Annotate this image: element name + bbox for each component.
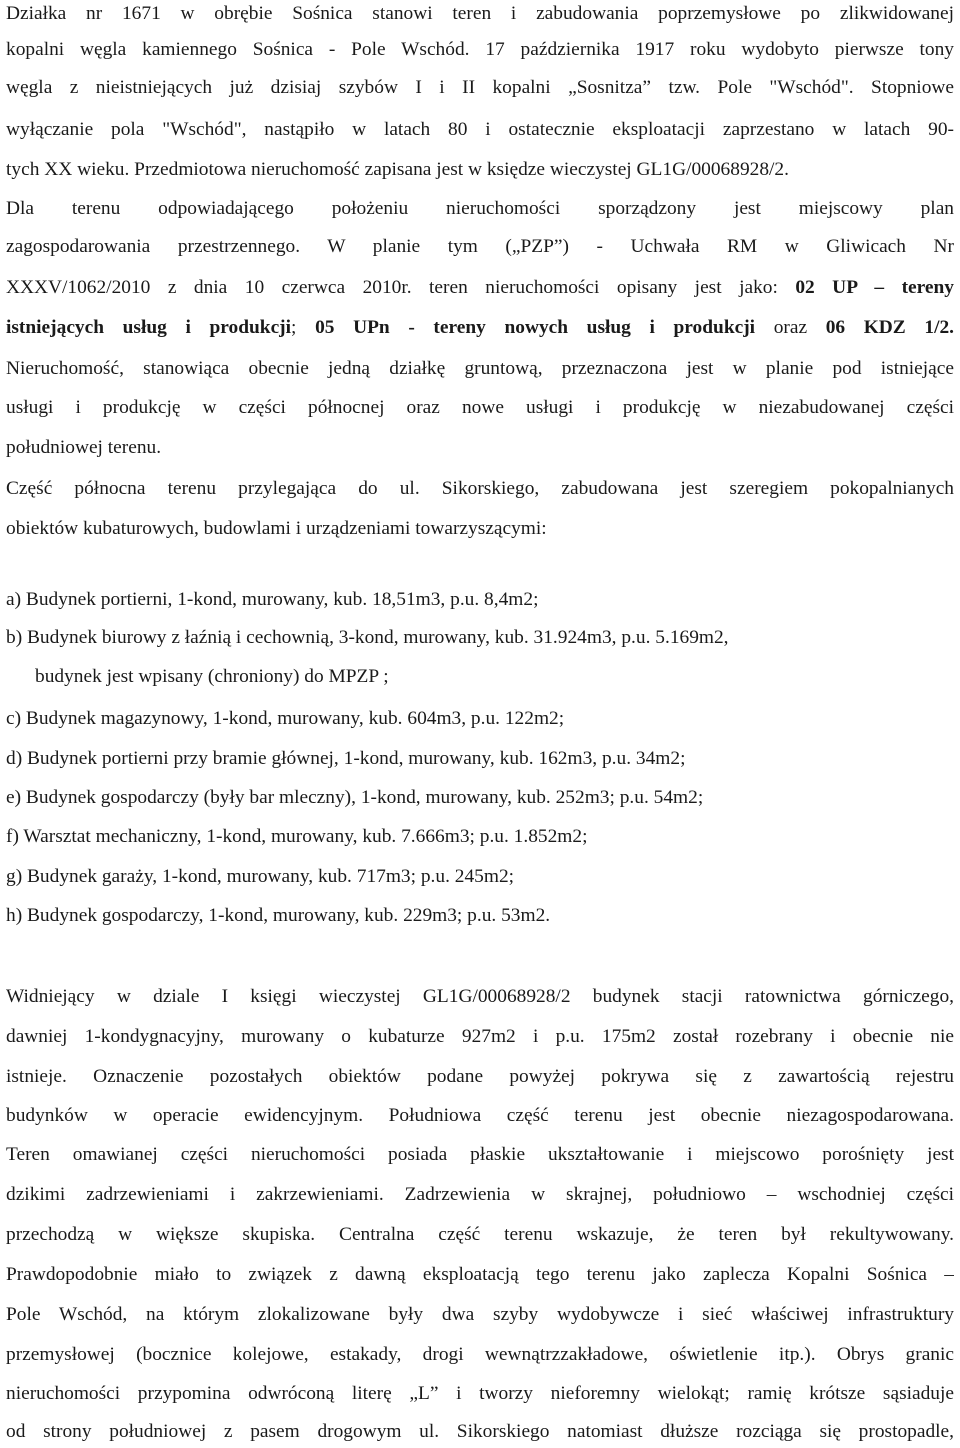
paragraph-line: istnieje. Oznaczenie pozostałych obiektów podane powyżej pokrywa się z zawartością rejestru [6, 1066, 954, 1087]
paragraph-line: zagospodarowania przestrzennego. W planie tym („PZP”) - Uchwała RM w Gliwicach Nr [6, 236, 954, 257]
paragraph-line: przechodzą w większe skupiska. Centralna część terenu wskazuje, że teren był rekultywowany. [6, 1224, 954, 1245]
paragraph-line: Działka nr 1671 w obrębie Sośnica stanowi teren i zabudowania poprzemysłowe po zlikwidowanej [6, 3, 954, 24]
list-item: g) Budynek garaży, 1-kond, murowany, kub. 717m3; p.u. 245m2; [6, 866, 515, 887]
separator-text: ; [291, 317, 316, 338]
zoning-code-bold: 06 KDZ 1/2. [825, 317, 954, 338]
list-item-continuation: budynek jest wpisany (chroniony) do MPZP ; [35, 666, 389, 687]
paragraph-line: południowej terenu. [6, 437, 162, 458]
zoning-code-bold: 05 UPn - tereny nowych usług i produkcji [315, 317, 756, 338]
paragraph-line: węgla z nieistniejących już dzisiaj szybów I i II kopalni „Sosnitza” tzw. Pole "Wschód". Stopniowe [6, 77, 954, 98]
paragraph-line: Widniejący w dziale I księgi wieczystej GL1G/00068928/2 budynek stacji ratownictwa górniczego, [6, 986, 954, 1007]
list-item: f) Warsztat mechaniczny, 1-kond, murowany, kub. 7.666m3; p.u. 1.852m2; [6, 826, 588, 847]
paragraph-line: Pole Wschód, na którym zlokalizowane były dwa szyby wydobywcze i sieć właściwej infrastruktury [6, 1304, 954, 1325]
paragraph-line: wyłączanie pola "Wschód", nastąpiło w latach 80 i ostatecznie eksploatacji zaprzestano w latach 90- [6, 119, 954, 140]
paragraph-line: budynków w operacie ewidencyjnym. Południowa część terenu jest obecnie niezagospodarowana. [6, 1105, 954, 1126]
paragraph-line: Część północna terenu przylegająca do ul. Sikorskiego, zabudowana jest szeregiem pokopalnianych [6, 478, 954, 499]
paragraph-line: kopalni węgla kamiennego Sośnica - Pole Wschód. 17 października 1917 roku wydobyto pierwsze tony [6, 39, 954, 60]
paragraph-line: nieruchomości przypomina odwróconą literę „L” i tworzy nieforemny wielokąt; ramię krótsze sąsiaduje [6, 1383, 954, 1404]
list-item: h) Budynek gospodarczy, 1-kond, murowany, kub. 229m3; p.u. 53m2. [6, 905, 551, 926]
paragraph-line: Nieruchomość, stanowiąca obecnie jedną działkę gruntową, przeznaczona jest w planie pod istniejące [6, 358, 954, 379]
paragraph-line: Teren omawianej części nieruchomości posiada płaskie ukształtowanie i miejscowo porośnięty jest [6, 1144, 954, 1165]
paragraph-line: usługi i produkcję w części północnej oraz nowe usługi i produkcję w niezabudowanej części [6, 397, 954, 418]
paragraph-line [6, 316, 954, 340]
paragraph-line: Prawdopodobnie miało to związek z dawną eksploatacją tego terenu jako zaplecza Kopalni Sośnica – [6, 1264, 954, 1285]
paragraph-line: przemysłowej (bocznice kolejowe, estakady, drogi wewnątrzzakładowe, oświetlenie itp.). Obrys granic [6, 1344, 954, 1365]
paragraph-line: Dla terenu odpowiadającego położeniu nieruchomości sporządzony jest miejscowy plan [6, 198, 954, 219]
list-item: e) Budynek gospodarczy (były bar mleczny), 1-kond, murowany, kub. 252m3; p.u. 54m2; [6, 787, 704, 808]
paragraph-line: dawniej 1-kondygnacyjny, murowany o kubaturze 927m2 i p.u. 175m2 został rozebrany i obecnie nie [6, 1026, 954, 1047]
paragraph-line: dzikimi zadrzewieniami i zakrzewieniami. Zadrzewienia w skrajnej, południowo – wschodniej części [6, 1184, 954, 1205]
paragraph-line [6, 276, 954, 300]
paragraph-line: od strony południowej z pasem drogowym ul. Sikorskiego natomiast dłuższe rozciąga się prostopadle, [6, 1421, 954, 1442]
separator-text: oraz [755, 317, 826, 338]
paragraph-line: obiektów kubaturowych, budowlami i urządzeniami towarzyszącymi: [6, 518, 547, 539]
zoning-code-bold: 02 UP – tereny [795, 277, 954, 298]
zoning-code-bold: istniejących usług i produkcji [6, 317, 292, 338]
list-item: c) Budynek magazynowy, 1-kond, murowany, kub. 604m3, p.u. 122m2; [6, 708, 565, 729]
paragraph-line: tych XX wieku. Przedmiotowa nieruchomość zapisana jest w księdze wieczystej GL1G/00068928/2. [6, 159, 789, 180]
list-item: a) Budynek portierni, 1-kond, murowany, kub. 18,51m3, p.u. 8,4m2; [6, 589, 539, 610]
paragraph-text: XXXV/1062/2010 z dnia 10 czerwca 2010r. teren nieruchomości opisany jest jako: [6, 277, 796, 298]
list-item: d) Budynek portierni przy bramie głównej, 1-kond, murowany, kub. 162m3, p.u. 34m2; [6, 748, 686, 769]
list-item: b) Budynek biurowy z łaźnią i cechownią, 3-kond, murowany, kub. 31.924m3, p.u. 5.169m2, [6, 627, 729, 648]
